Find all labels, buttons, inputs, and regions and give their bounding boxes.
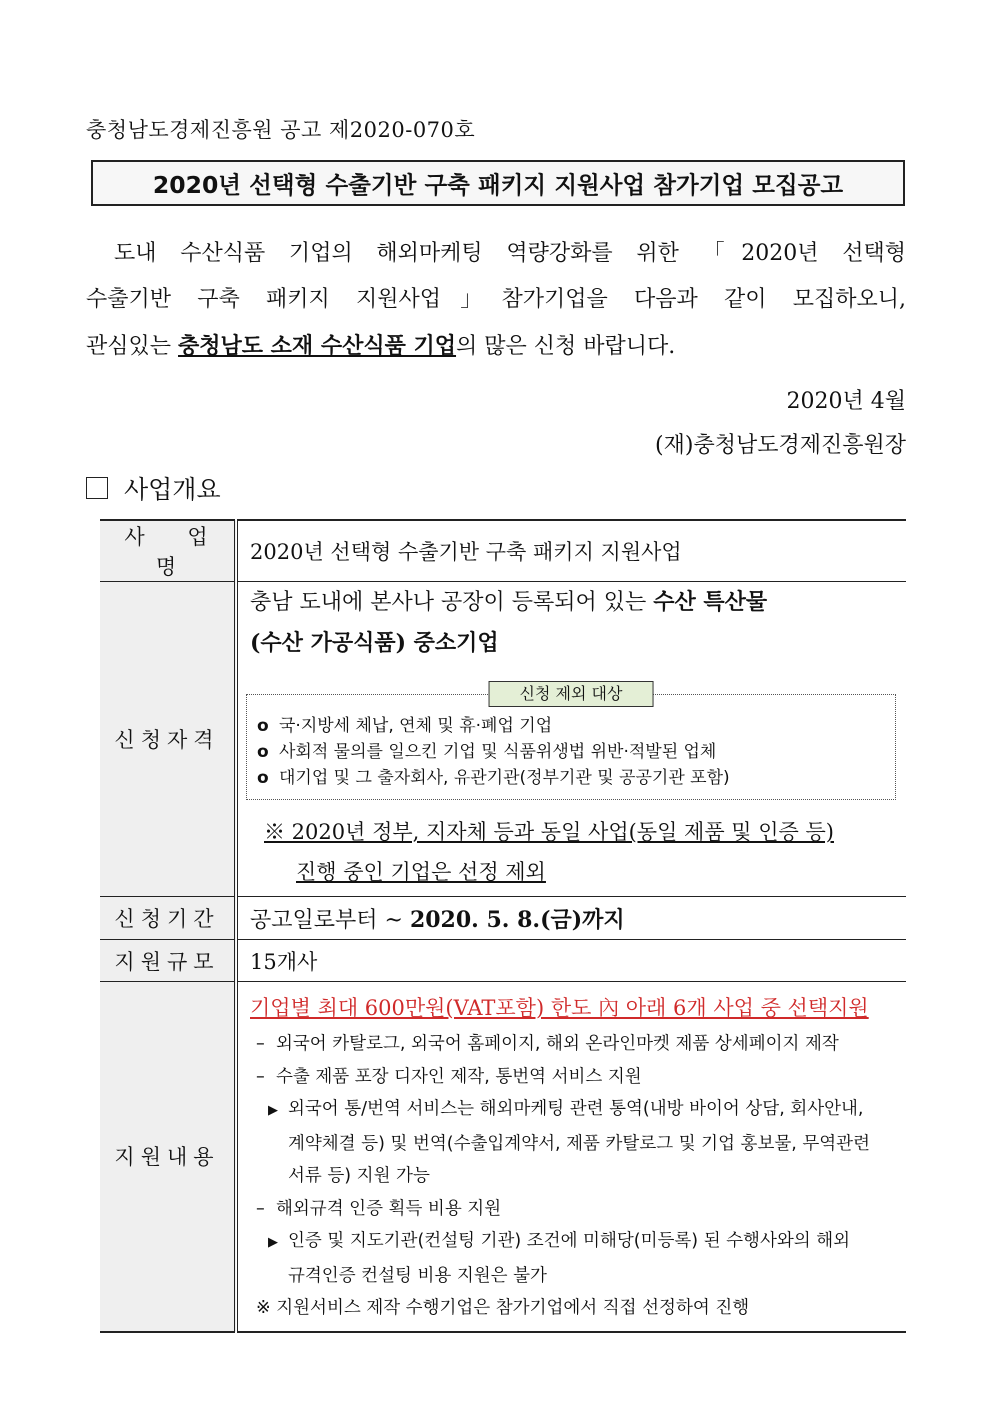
- section-title: 사업개요: [124, 475, 221, 504]
- row-label-scale: 지원규모: [100, 940, 236, 982]
- support-item: – 해외규격 인증 획득 비용 지원: [250, 1193, 898, 1226]
- support-item: – 수출 제품 포장 디자인 제작, 통번역 서비스 지원: [250, 1061, 898, 1094]
- exclusion-title: 신청 제외 대상: [489, 681, 654, 707]
- row-value-name: 2020년 선택형 수출기반 구축 패키지 지원사업: [250, 540, 682, 564]
- support-headline: 기업별 최대 600만원(VAT포함) 한도 內 아래 6개 사업 중 선택지원: [250, 996, 869, 1020]
- table-row: [100, 582, 906, 897]
- exclusion-item: o 사회적 물의를 일으킨 기업 및 식품위생법 위반·적발된 업체: [257, 739, 885, 765]
- translation-note-line: ▶ 외국어 통/번역 서비스는 해외마케팅 관련 통역(내방 바이어 상담, 회사안내,: [250, 1093, 898, 1128]
- note-line-2: 진행 중인 기업은 선정 제외: [296, 860, 546, 884]
- row-value-qualification: [236, 582, 906, 897]
- intro-line-3-pre: 관심있는: [86, 334, 179, 359]
- notice-title-box: [91, 160, 905, 206]
- support-item: – 외국어 카탈로그, 외국어 홈페이지, 해외 온라인마켓 제품 상세페이지 제작: [250, 1028, 898, 1061]
- footer-note: ※ 지원서비스 제작 수행기업은 참가기업에서 직접 선정하여 진행: [256, 1298, 750, 1318]
- row-label-content: 지원내용: [100, 982, 236, 1332]
- table-row: [100, 940, 906, 982]
- notice-date: 2020년 4월: [786, 389, 906, 414]
- intro-emphasis: 충청남도 소재 수산식품 기업: [178, 333, 457, 359]
- table-row: [100, 520, 906, 582]
- row-label-name: 사 업 명: [100, 520, 236, 582]
- row-value-content: [236, 982, 906, 1332]
- qualification-line-2: (수산 가공식품) 중소기업: [250, 630, 499, 656]
- translation-note-line: 서류 등) 지원 가능: [288, 1166, 430, 1186]
- cert-note-line: ▶ 인증 및 지도기관(컨설팅 기관) 조건에 미해당(미등록) 된 수행사와의 해외: [250, 1225, 898, 1260]
- support-details: [250, 1028, 898, 1325]
- row-label-period: 신청기간: [100, 897, 236, 940]
- exclusion-item: o 국·지방세 체납, 연체 및 휴·폐업 기업: [257, 713, 885, 739]
- notice-title: 2020년 선택형 수출기반 구축 패키지 지원사업 참가기업 모집공고: [152, 171, 844, 199]
- row-label-qualification: 신청자격: [100, 582, 236, 897]
- qualification-text: [250, 582, 898, 664]
- notice-number: 충청남도경제진흥원 공고 제2020-070호: [86, 118, 476, 142]
- note-line-1: ※ 2020년 정부, 지자체 등과 동일 사업(동일 제품 및 인증 등): [264, 820, 834, 844]
- intro-line-2: 수출기반 구축 패키지 지원사업」참가기업을 다음과 같이 모집하오니,: [86, 287, 906, 312]
- table-row: [100, 897, 906, 940]
- exclusion-box: [246, 684, 896, 800]
- cert-note-line: 규격인증 컨설팅 비용 지원은 불가: [288, 1265, 547, 1286]
- row-value-period: 공고일로부터 ~ 2020. 5. 8.(금)까지: [250, 906, 625, 933]
- intro-line-3-post: 의 많은 신청 바랍니다.: [456, 334, 676, 359]
- exclusion-item: o 대기업 및 그 출자회사, 유관기관(정부기관 및 공공기관 포함): [257, 765, 885, 791]
- row-value-scale: 15개사: [250, 949, 318, 974]
- table-row: [100, 982, 906, 1332]
- intro-line-3: [86, 323, 906, 369]
- qualification-note: [264, 812, 898, 892]
- checkbox-square-icon: [86, 477, 108, 499]
- intro-paragraph: [86, 231, 906, 369]
- intro-line-1: 도내 수산식품 기업의 해외마케팅 역량강화를 위한 「2020년 선택형: [114, 241, 906, 266]
- section-heading: [86, 470, 221, 506]
- qualification-line-1: 충남 도내에 본사나 공장이 등록되어 있는 수산 특산물: [250, 589, 768, 615]
- issuer-name: (재)충청남도경제진흥원장: [655, 433, 906, 458]
- translation-note-line: 계약체결 등) 및 번역(수출입계약서, 제품 카탈로그 및 기업 홍보물, 무역관련: [288, 1133, 870, 1154]
- overview-table: [100, 519, 906, 1333]
